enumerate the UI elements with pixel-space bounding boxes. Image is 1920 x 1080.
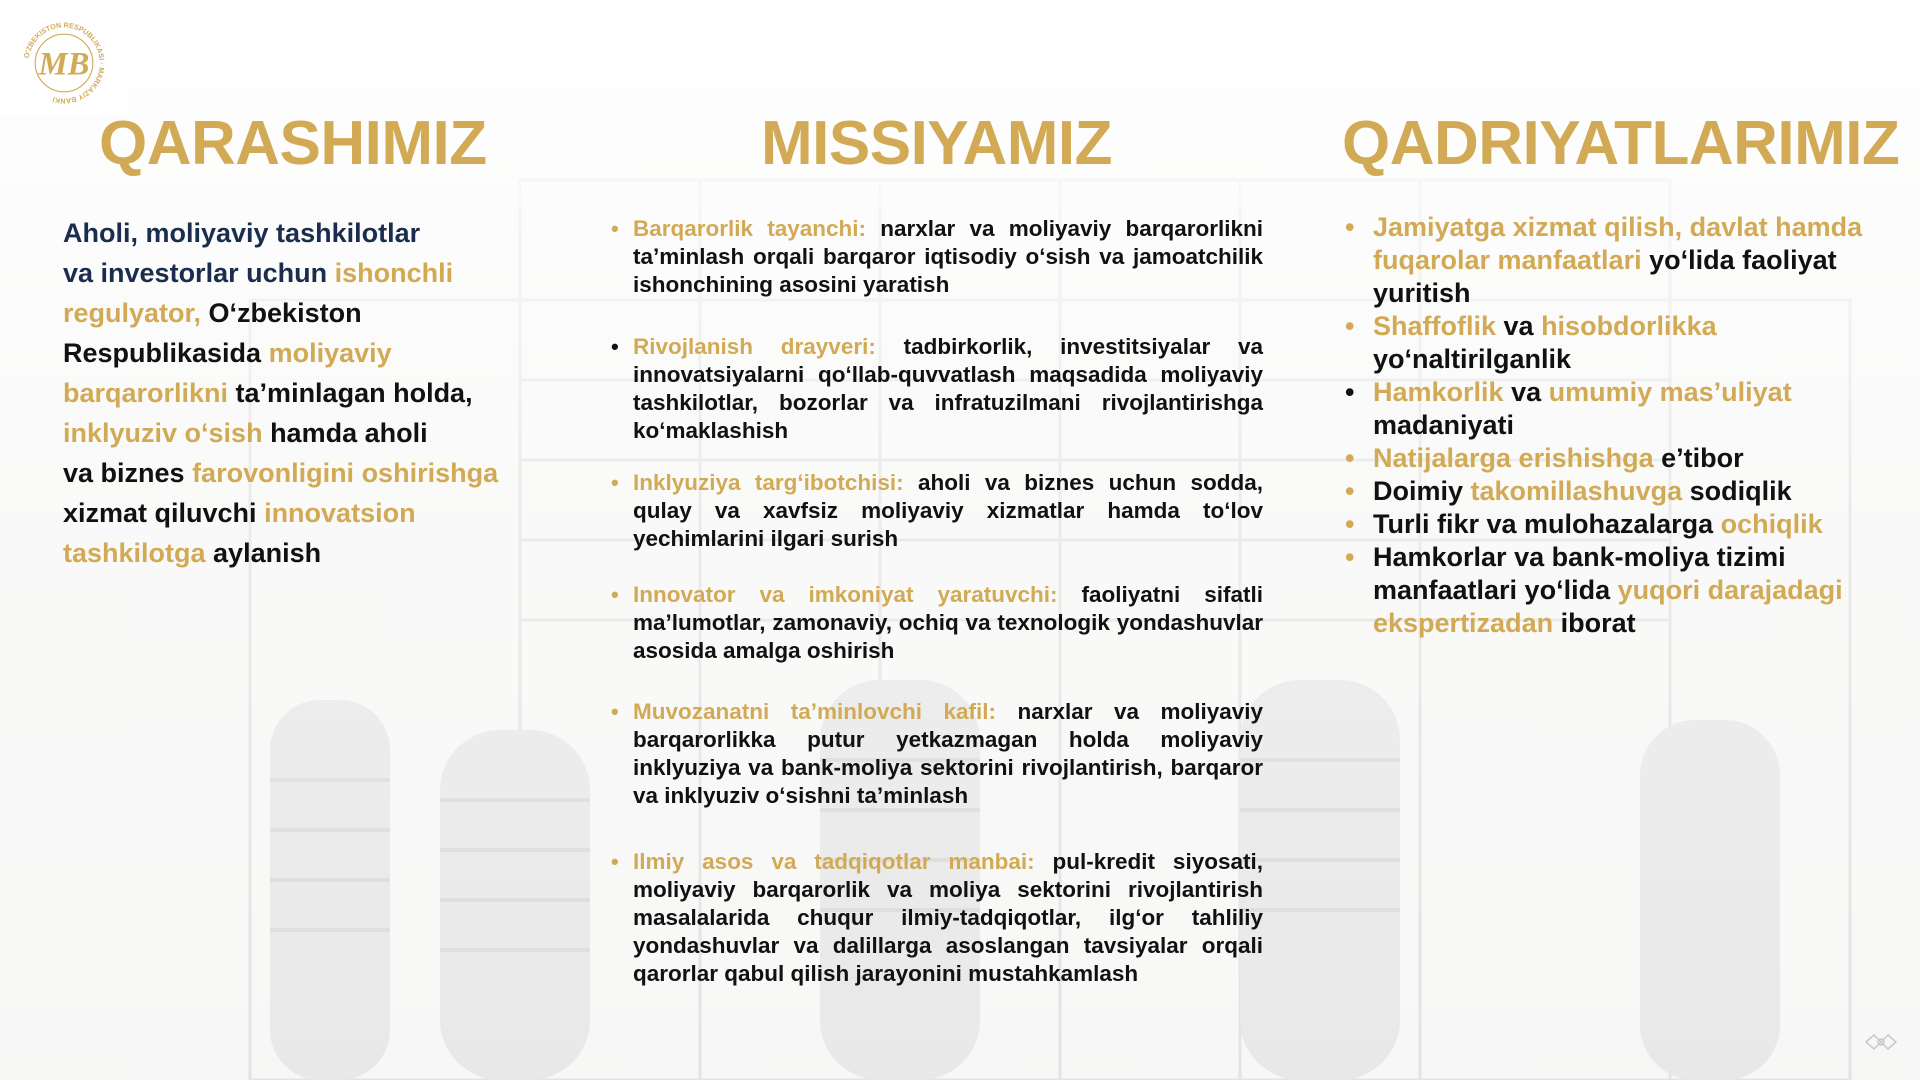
values-heading: QADRIYATLARIMIZ [1342, 109, 1900, 178]
vision-heading: QARASHIMIZ [99, 109, 487, 178]
vision-highlight: innovatsion [264, 498, 416, 528]
vision-line: Aholi, moliyaviy tashkilotlar [63, 218, 421, 248]
vision-text: xizmat qiluvchi [63, 498, 265, 528]
vision-highlight: inklyuziv o‘sish [63, 418, 271, 448]
vision-text: Respublikasida [63, 338, 269, 368]
vision-highlight: moliyaviy [268, 338, 392, 368]
values-item [1345, 442, 1905, 475]
values-item [1345, 310, 1905, 376]
vision-highlight: barqarorlikni [63, 378, 236, 408]
mission-item-text: tadbirkorlik, investitsiyalar va innovatsiyalarni qo‘llab-quvvatlash maqsadida moliyaviy tashkilotlar, bozorlar va infratuzilmani rivojlantirishga ko‘maklashish [633, 334, 1263, 443]
mission-item [633, 333, 1263, 445]
mission-bullet: • [611, 334, 619, 359]
values-text: madaniyati [1373, 410, 1515, 440]
mission-heading: MISSIYAMIZ [761, 109, 1112, 178]
mission-item [633, 469, 1263, 553]
mission-item-text: faoliyatni sifatli ma’lumotlar, zamonaviy, ochiq va texnologik yondashuvlar asosida amalga oshirish [633, 582, 1263, 663]
bank-emblem-icon [16, 15, 112, 111]
mission-item-title: Inklyuziya targ‘ibotchisi: [633, 470, 904, 495]
ornament-icon [1864, 1032, 1898, 1052]
svg-text:O'ZBEKISTON RESPUBLIKASI · MAR: O'ZBEKISTON RESPUBLIKASI · MARKAZIY BANKI [21, 19, 107, 106]
vision-text: ta’minlagan holda, [235, 378, 473, 408]
values-highlight: Jamiyatga xizmat qilish, davlat hamda fuqarolar manfaatlari [1373, 212, 1863, 275]
values-text: Turli fikr va mulohazalarga [1373, 509, 1721, 539]
mission-item-text: pul-kredit siyosati, moliyaviy barqarorlik va moliya sektorini rivojlantirish masalalarida chuqur ilmiy-tadqiqotlar, ilg‘or tahliliy yondashuvlar va dalillarga asoslangan tavsiyalar orqali qarorlar qabul qilish jarayonini mustahkamlash [633, 849, 1263, 986]
values-highlight: umumiy mas’uliyat [1548, 377, 1792, 407]
values-item [1345, 508, 1905, 541]
mission-item [633, 848, 1263, 988]
values-bullet: • [1345, 509, 1355, 539]
vision-highlight: ishonchli [334, 258, 454, 288]
values-item [1345, 376, 1905, 442]
mission-item-title: Innovator va imkoniyat yaratuvchi: [633, 582, 1058, 607]
values-bullet: • [1345, 212, 1355, 242]
values-highlight: takomillashuvga [1470, 476, 1683, 506]
vision-text: hamda aholi [270, 418, 428, 448]
vision-text: va biznes [63, 458, 193, 488]
mission-bullet: • [611, 470, 619, 495]
values-bullet: • [1345, 443, 1355, 473]
values-bullet: • [1345, 377, 1355, 407]
vision-statement [63, 213, 553, 573]
mission-item [633, 581, 1263, 665]
values-bullet: • [1345, 476, 1355, 506]
values-highlight: yuqori darajadagi ekspertizadan [1373, 575, 1843, 638]
values-text: sodiqlik [1682, 476, 1792, 506]
mission-item-text: aholi va biznes uchun sodda, qulay va xavfsiz moliyaviy xizmatlar hamda to‘lov yechimlarini ilgari surish [633, 470, 1263, 551]
values-text: va [1503, 377, 1549, 407]
values-bullet: • [1345, 311, 1355, 341]
values-text: Hamkorlar va bank-moliya tizimi manfaatlari yo‘lida [1373, 542, 1786, 605]
mission-bullet: • [611, 849, 619, 874]
values-highlight: Shaffoflik [1373, 311, 1497, 341]
mission-bullet: • [611, 699, 619, 724]
vision-text: va investorlar uchun [63, 258, 335, 288]
values-text: iborat [1553, 608, 1636, 638]
mission-item-title: Barqarorlik tayanchi: [633, 216, 867, 241]
values-item [1345, 475, 1905, 508]
values-list [1345, 211, 1905, 640]
mission-item [633, 698, 1263, 810]
mission-item [633, 215, 1263, 299]
values-text: yo‘naltirilganlik [1373, 344, 1572, 374]
values-highlight: Hamkorlik [1373, 377, 1504, 407]
vision-highlight: regulyator, [63, 298, 209, 328]
mission-item-text: narxlar va moliyaviy barqarorlikni ta’minlash orqali barqaror iqtisodiy o‘sish va jamoatchilik ishonchining asosini yaratish [633, 216, 1263, 297]
values-text: Doimiy [1373, 476, 1471, 506]
values-text: yo‘lida faoliyat yuritish [1373, 245, 1837, 308]
values-highlight: hisobdorlikka [1541, 311, 1717, 341]
values-bullet: • [1345, 542, 1355, 572]
values-item [1345, 541, 1905, 640]
values-highlight: Natijalarga erishishga [1373, 443, 1654, 473]
values-text: va [1496, 311, 1542, 341]
mission-item-title: Ilmiy asos va tadqiqotlar manbai: [633, 849, 1035, 874]
mission-item-title: Muvozanatni ta’minlovchi kafil: [633, 699, 996, 724]
vision-text: O‘zbekiston [208, 298, 362, 328]
mission-item-title: Rivojlanish drayveri: [633, 334, 876, 359]
central-bank-logo [0, 10, 127, 115]
vision-text: aylanish [213, 538, 322, 568]
mission-bullet: • [611, 582, 619, 607]
values-highlight: ochiqlik [1720, 509, 1823, 539]
vision-highlight: tashkilotga [63, 538, 214, 568]
mission-item-text: narxlar va moliyaviy barqarorlikka putur yetkazmagan holda moliyaviy inklyuziya va bank-moliya sektorini rivojlantirish, barqaror va inklyuziv o‘sishni ta’minlash [633, 699, 1264, 808]
values-text: e’tibor [1653, 443, 1744, 473]
mission-bullet: • [611, 216, 619, 241]
values-item [1345, 211, 1905, 310]
logo-monogram: MB [38, 46, 89, 83]
vision-highlight: farovonligini oshirishga [192, 458, 499, 488]
